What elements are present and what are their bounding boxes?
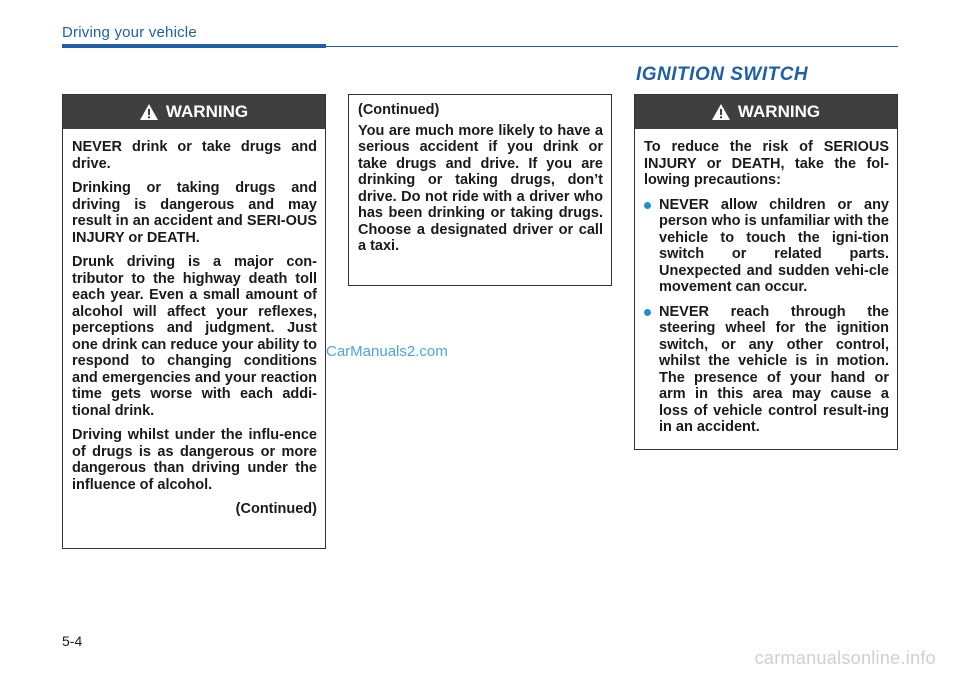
bullet-icon xyxy=(644,202,651,209)
warning-paragraph: Drunk driving is a major con-tributor to the highway death toll each year. Even a small amount of alcohol will affect your reflexes, perceptions and judgment. Just one drink can reduce your ability to respond to changing conditions and emergencies and your reaction time gets worse with each addi-tional drink. xyxy=(72,254,317,419)
warning-box-continued xyxy=(348,94,612,286)
footer-watermark: carmanualsonline.info xyxy=(754,648,936,668)
warning-header xyxy=(63,95,325,129)
warning-header xyxy=(635,95,897,129)
watermark: CarManuals2.com xyxy=(326,343,448,360)
warning-body xyxy=(63,129,325,518)
continued-label: (Continued) xyxy=(235,501,317,517)
warning-heading: WARNING xyxy=(165,102,249,121)
warning-body xyxy=(635,129,897,436)
continued-label: (Continued) xyxy=(358,102,440,118)
warning-heading: WARNING xyxy=(737,102,821,121)
header-bar xyxy=(62,44,326,48)
list-item: NEVER reach through the steering wheel for the ignition switch, or any other control, whilst the vehicle is in motion. The presence of your hand or arm in this area may cause a loss of vehicle control result-ing in an accident. xyxy=(644,304,889,436)
warning-box-right xyxy=(634,94,898,450)
warning-box-left xyxy=(62,94,326,549)
warning-triangle-icon xyxy=(140,104,158,120)
warning-paragraph: NEVER drink or take drugs and drive. xyxy=(72,139,317,172)
page-number: 5-4 xyxy=(62,633,83,649)
precaution-list xyxy=(644,197,889,436)
warning-triangle-icon xyxy=(712,104,730,120)
warning-intro: To reduce the risk of SERIOUS INJURY or DEATH, take the fol-lowing precautions: xyxy=(644,139,889,188)
warning-paragraph: Driving whilst under the influ-ence of drugs is as dangerous or more dangerous than driving under the influence of alcohol. xyxy=(72,427,317,493)
warning-paragraph: Drinking or taking drugs and driving is dangerous and may result in an accident and SERI-OUS INJURY or DEATH. xyxy=(72,180,317,246)
section-header: Driving your vehicle xyxy=(62,24,197,41)
list-item: NEVER allow children or any person who is unfamiliar with the vehicle to touch the igni-tion switch or related parts. Unexpected and sudden vehi-cle movement can occur. xyxy=(644,197,889,296)
warning-body xyxy=(349,95,611,255)
section-title: IGNITION SWITCH xyxy=(636,64,809,85)
bullet-icon xyxy=(644,309,651,316)
warning-paragraph: You are much more likely to have a serious accident if you drink or take drugs and drive. If you are drinking or taking drugs, don’t drive. Do not ride with a driver who has been drinking or taking drugs. Choose a designated driver or call a taxi. xyxy=(358,122,603,254)
header-rule xyxy=(326,46,898,47)
